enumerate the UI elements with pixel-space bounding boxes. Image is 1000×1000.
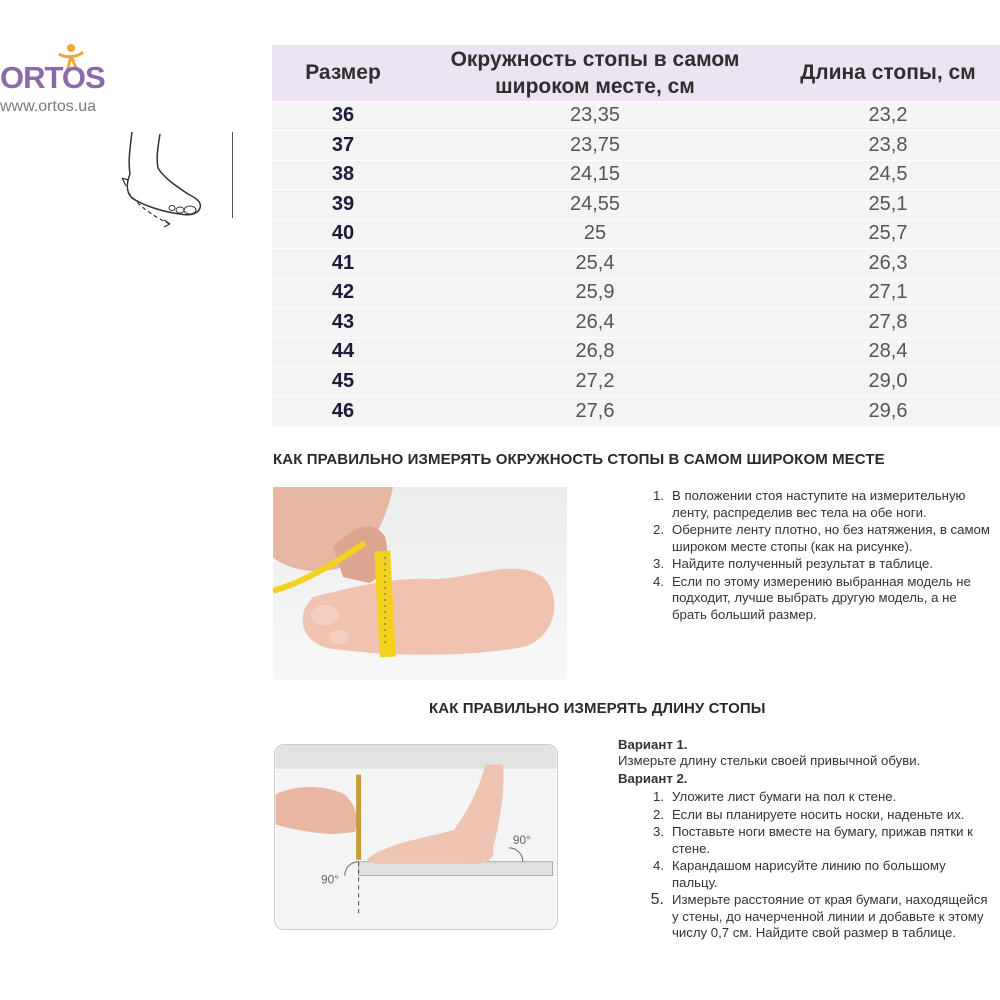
header-length: Длина стопы, см <box>776 45 1000 101</box>
step-text: Найдите полученный результат в таблице. <box>672 556 934 571</box>
header-circumference: Окружность стопы в самом широком месте, см <box>414 45 776 101</box>
tape-measure-foot-photo <box>273 487 567 680</box>
circumference-cell: 23,75 <box>414 131 776 161</box>
step-number: 3. <box>653 824 664 839</box>
variant1-text: Измерьте длину стельки своей привычной обуви. <box>618 753 921 768</box>
step-text: Оберните ленту плотно, но без натяжения, в самом широком месте стопы (как на рисунке). <box>672 522 990 554</box>
list-item <box>644 789 994 806</box>
list-item <box>644 488 994 521</box>
circumference-cell: 25,9 <box>414 278 776 308</box>
step-number: 5. <box>650 891 664 908</box>
length-cell: 26,3 <box>776 249 1000 279</box>
list-item <box>644 574 994 624</box>
size-cell: 44 <box>272 337 414 367</box>
header-size: Размер <box>272 45 414 101</box>
circumference-cell: 27,6 <box>414 396 776 426</box>
table-row <box>272 367 1000 397</box>
table-header-row <box>272 45 1000 101</box>
divider-line <box>232 132 233 218</box>
length-steps <box>644 789 994 943</box>
angle-label-right: 90° <box>512 832 531 847</box>
list-item <box>644 858 994 891</box>
length-cell: 25,7 <box>776 219 1000 249</box>
step-number: 1. <box>653 488 664 503</box>
variant2-title: Вариант 2. <box>618 771 688 786</box>
variant1-title: Вариант 1. <box>618 737 688 752</box>
size-cell: 45 <box>272 367 414 397</box>
length-cell: 27,8 <box>776 308 1000 338</box>
circumference-cell: 26,4 <box>414 308 776 338</box>
step-text: Если по этому измерению выбранная модель не подходит, лучше выбрать другую модель, а не брать больший размер. <box>672 573 971 622</box>
size-cell: 41 <box>272 249 414 279</box>
size-cell: 40 <box>272 219 414 249</box>
length-cell: 29,0 <box>776 367 1000 397</box>
step-number: 4. <box>653 573 664 589</box>
size-cell: 43 <box>272 308 414 338</box>
circumference-heading: КАК ПРАВИЛЬНО ИЗМЕРЯТЬ ОКРУЖНОСТЬ СТОПЫ В САМОМ ШИРОКОМ МЕСТЕ <box>273 451 885 468</box>
step-number: 3. <box>653 556 664 571</box>
size-table <box>272 45 1000 426</box>
step-text: Уложите лист бумаги на пол к стене. <box>672 789 897 804</box>
step-number: 2. <box>653 522 664 537</box>
table-row <box>272 308 1000 338</box>
size-cell: 37 <box>272 131 414 161</box>
foot-length-illustration <box>274 744 558 930</box>
circumference-cell: 26,8 <box>414 337 776 367</box>
circumference-cell: 24,15 <box>414 160 776 190</box>
list-item <box>644 892 994 942</box>
size-cell: 36 <box>272 101 414 131</box>
table-row <box>272 278 1000 308</box>
step-number: 2. <box>653 806 664 822</box>
table-row <box>272 190 1000 220</box>
angle-label-left: 90° <box>321 872 339 887</box>
length-cell: 23,2 <box>776 101 1000 131</box>
circumference-cell: 27,2 <box>414 367 776 397</box>
table-row <box>272 396 1000 426</box>
table-row <box>272 160 1000 190</box>
ortos-logo <box>0 42 110 122</box>
length-cell: 29,6 <box>776 396 1000 426</box>
size-cell: 46 <box>272 396 414 426</box>
table-row <box>272 101 1000 131</box>
logo-url: www.ortos.ua <box>0 98 97 115</box>
step-text: Измерьте расстояние от края бумаги, находящейся у стены, до начерченной линии и добавьте к этому числу 0,7 см. Найдите свой размер в таблице. <box>672 892 988 940</box>
table-row <box>272 249 1000 279</box>
step-text: В положении стоя наступите на измерительную ленту, распределив вес тела на обе ноги. <box>672 488 966 520</box>
length-heading: КАК ПРАВИЛЬНО ИЗМЕРЯТЬ ДЛИНУ СТОПЫ <box>429 700 766 717</box>
size-cell: 42 <box>272 278 414 308</box>
list-item <box>644 824 994 857</box>
list-item <box>644 556 994 573</box>
list-item <box>644 807 994 824</box>
step-text: Поставьте ноги вместе на бумагу, прижав пятки к стене. <box>672 824 973 856</box>
circumference-cell: 25 <box>414 219 776 249</box>
size-cell: 39 <box>272 190 414 220</box>
circumference-cell: 24,55 <box>414 190 776 220</box>
table-row <box>272 337 1000 367</box>
step-number: 4. <box>653 858 664 873</box>
length-cell: 24,5 <box>776 160 1000 190</box>
step-text: Если вы планируете носить носки, наденьте их. <box>672 806 965 822</box>
size-cell: 38 <box>272 160 414 190</box>
table-row <box>272 219 1000 249</box>
foot-outline-icon <box>118 128 210 232</box>
length-cell: 23,8 <box>776 131 1000 161</box>
circumference-cell: 25,4 <box>414 249 776 279</box>
length-cell: 25,1 <box>776 190 1000 220</box>
table-row <box>272 131 1000 161</box>
length-cell: 28,4 <box>776 337 1000 367</box>
logo-text: ORTOS <box>0 60 105 95</box>
list-item <box>644 522 994 555</box>
step-text: Карандашом нарисуйте линию по большому пальцу. <box>672 858 946 890</box>
length-cell: 27,1 <box>776 278 1000 308</box>
step-number: 1. <box>653 789 664 804</box>
circumference-steps <box>644 488 994 624</box>
circumference-cell: 23,35 <box>414 101 776 131</box>
